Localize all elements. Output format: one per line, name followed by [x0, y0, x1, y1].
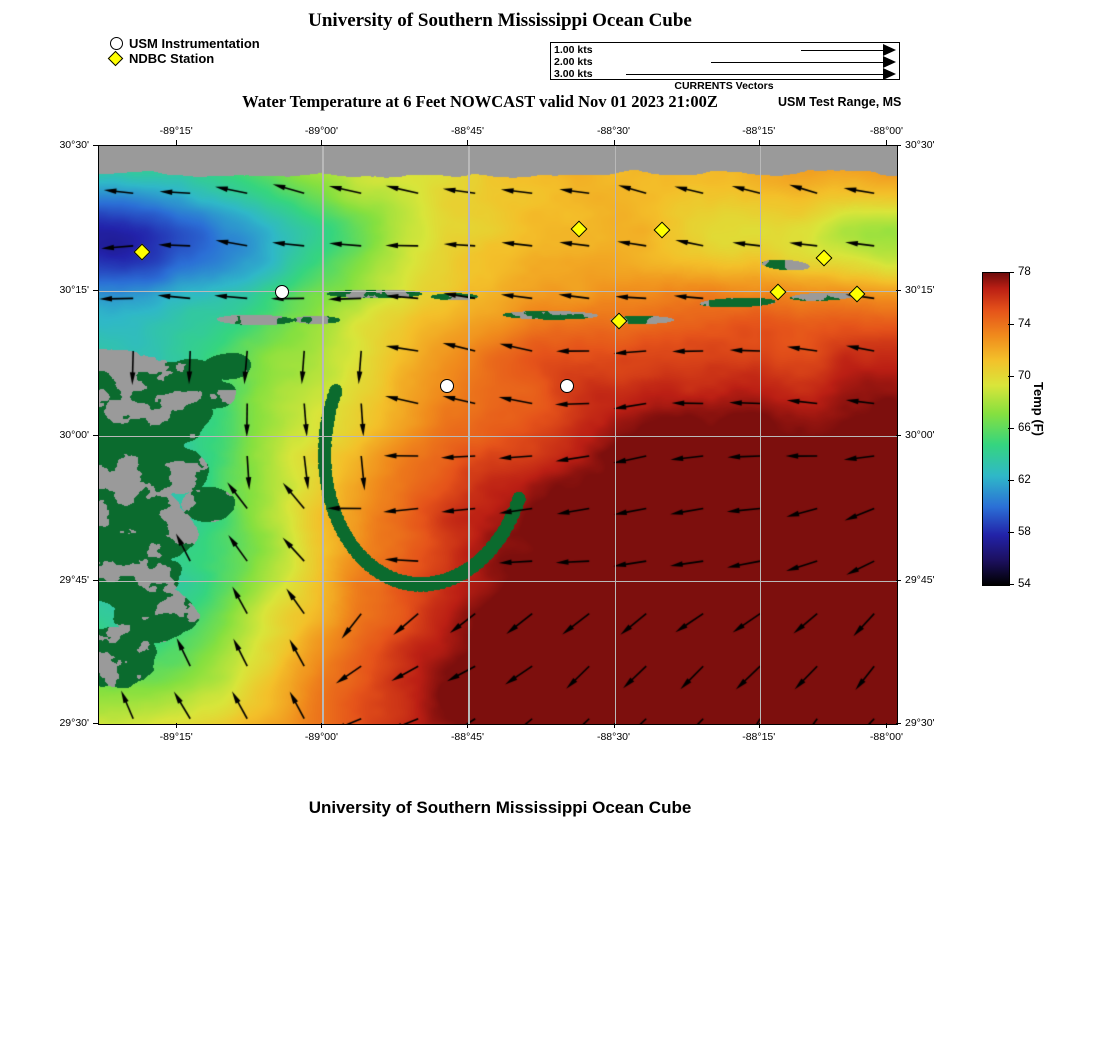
axis-tick-label: -88°00' — [869, 125, 903, 137]
vector-key-label-3: 3.00 kts — [554, 68, 593, 80]
map-legend — [108, 36, 408, 66]
colorbar-tick — [1008, 532, 1014, 533]
colorbar-gradient — [982, 272, 1010, 586]
axis-tick-label: -89°15' — [159, 731, 193, 743]
axis-tick-label: -88°30' — [596, 731, 631, 743]
ndbc-station-icon — [108, 51, 124, 66]
colorbar-tick-label: 74 — [1018, 318, 1031, 330]
axis-tick-label: 29°45' — [59, 574, 89, 587]
colorbar-title: Temp (F) — [1031, 382, 1046, 436]
legend-item-usm — [108, 36, 408, 51]
colorbar-tick — [1008, 584, 1014, 585]
region-label: USM Test Range, MS — [778, 95, 902, 109]
axis-tick-label: -88°45' — [450, 125, 484, 137]
gridline-horizontal — [99, 581, 897, 582]
footer-title: University of Southern Mississippi Ocean Cube — [308, 798, 692, 817]
axis-tick-label: -89°15' — [159, 125, 193, 137]
legend-label-ndbc: NDBC Station — [129, 50, 215, 66]
axis-tick-label: 30°00' — [59, 429, 89, 442]
gridline-vertical — [760, 146, 761, 724]
colorbar-tick — [1008, 428, 1014, 429]
vector-key-caption: CURRENTS Vectors — [674, 80, 774, 92]
colorbar-tick — [1008, 324, 1014, 325]
colorbar-tick — [1008, 272, 1014, 273]
temperature-field-canvas — [99, 146, 897, 724]
gridline-horizontal — [99, 436, 897, 437]
usm-instrumentation-marker[interactable] — [275, 285, 289, 299]
vector-key-label-1: 1.00 kts — [554, 44, 593, 56]
colorbar-tick — [1008, 376, 1014, 377]
colorbar-tick-label: 54 — [1018, 578, 1031, 590]
gridline-vertical — [322, 146, 323, 724]
axis-tick-label: -89°00' — [304, 731, 338, 743]
axis-tick-label: 30°30' — [905, 139, 935, 151]
colorbar — [982, 266, 1082, 592]
axis-tick-label: 30°15' — [905, 283, 935, 296]
vector-key-label-2: 2.00 kts — [554, 56, 593, 68]
gridline-vertical — [468, 146, 469, 724]
axis-tick-label: 30°15' — [59, 283, 89, 296]
usm-instrumentation-marker[interactable] — [440, 379, 454, 393]
vector-key-row-1 — [551, 44, 899, 56]
axis-tick-label: -88°15' — [742, 731, 776, 743]
colorbar-tick-label: 70 — [1018, 370, 1031, 382]
axis-tick-label: -89°00' — [304, 125, 338, 137]
vector-key-row-2 — [551, 56, 899, 68]
axis-tick-label: -88°45' — [450, 731, 484, 743]
axis-tick-label: 29°45' — [905, 574, 935, 587]
colorbar-tick-label: 58 — [1018, 526, 1031, 538]
colorbar-tick-label: 62 — [1018, 474, 1031, 486]
colorbar-tick-label: 78 — [1018, 266, 1031, 278]
axis-tick-label: 30°00' — [905, 429, 935, 442]
axis-tick-label: 29°30' — [905, 717, 935, 729]
currents-vector-key — [550, 42, 900, 80]
usm-instrumentation-icon — [108, 36, 124, 51]
axis-tick-label: 30°30' — [59, 139, 89, 151]
colorbar-tick — [1008, 480, 1014, 481]
legend-item-ndbc — [108, 51, 408, 66]
legend-label-usm: USM Instrumentation — [129, 35, 260, 51]
axis-tick-label: 29°30' — [59, 717, 89, 729]
map-subtitle: Water Temperature at 6 Feet NOWCAST valid Nov 01 2023 21:00Z — [242, 92, 718, 111]
map-panel[interactable] — [98, 145, 898, 725]
axis-tick-label: -88°15' — [742, 125, 776, 137]
axis-tick-label: -88°00' — [869, 731, 903, 743]
gridline-vertical — [615, 146, 616, 724]
vector-key-row-3 — [551, 68, 899, 80]
usm-instrumentation-marker[interactable] — [560, 379, 574, 393]
colorbar-tick-label: 66 — [1018, 422, 1031, 434]
axis-tick-label: -88°30' — [596, 125, 631, 137]
page-title: University of Southern Mississippi Ocean Cube — [308, 10, 692, 31]
